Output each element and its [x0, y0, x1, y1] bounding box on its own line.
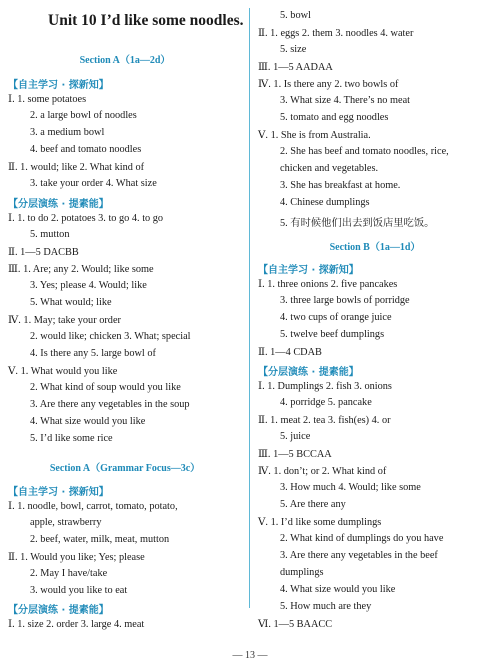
- answer-line: 5. twelve beef dumplings: [280, 329, 385, 340]
- column-divider: [249, 8, 250, 608]
- answer-line: 3. She has breakfast at home.: [280, 180, 401, 191]
- answer-line: 4. Chinese dumplings: [280, 197, 370, 208]
- answer-line: Ⅰ. 1. noodle, bowl, carrot, tomato, potato,: [8, 501, 178, 512]
- answer-line: Ⅰ. 1. Dumplings 2. fish 3. onions: [258, 381, 392, 392]
- answer-line: 2. What kind of soup would you like: [30, 382, 181, 393]
- answer-line: Ⅰ. 1. to do 2. potatoes 3. to go 4. to go: [8, 213, 164, 224]
- answer-line: 5. mutton: [30, 229, 70, 240]
- answer-line: 5. I’d like some rice: [30, 433, 113, 444]
- answer-line: Ⅱ. 1—4 CDAB: [258, 347, 322, 358]
- page-number: — 13 —: [232, 650, 268, 661]
- answer-line: Ⅱ. 1—5 DACBB: [8, 247, 79, 258]
- section-heading: Section B（1a—1d）: [329, 242, 421, 253]
- answer-line: Ⅳ. 1. May; take your order: [8, 315, 121, 326]
- answer-line: Ⅴ. 1. What would you like: [8, 366, 118, 377]
- section-heading: Section A（1a—2d）: [79, 55, 171, 66]
- answer-line: Ⅲ. 1—5 BCCAA: [258, 449, 332, 460]
- answer-line: 5. size: [280, 44, 307, 55]
- subsection-header: 【分层演练 · 提素能】: [258, 367, 359, 378]
- answer-line: 3. How much 4. Would; like some: [280, 482, 421, 493]
- answer-line: 2. What kind of dumplings do you have: [280, 533, 444, 544]
- answer-line: 2. beef, water, milk, meat, mutton: [30, 534, 170, 545]
- answer-line: 4. beef and tomato noodles: [30, 144, 142, 155]
- answer-line: 5. How much are they: [280, 601, 372, 612]
- answer-line: Ⅱ. 1. would; like 2. What kind of: [8, 162, 145, 173]
- answer-line: 3. What size 4. There’s no meat: [280, 95, 411, 106]
- answer-line: Ⅳ. 1. don’t; or 2. What kind of: [258, 466, 387, 477]
- answer-line: 2. She has beef and tomato noodles, rice,: [280, 146, 449, 157]
- answer-line: 3. would you like to eat: [30, 585, 128, 596]
- unit-title: Unit 10 I’d like some noodles.: [48, 12, 244, 29]
- answer-line: 3. Yes; please 4. Would; like: [30, 280, 147, 291]
- answer-line: 2. a large bowl of noodles: [30, 110, 137, 121]
- answer-line: 4. two cups of orange juice: [280, 312, 392, 323]
- answer-line: 3. Are there any vegetables in the soup: [30, 399, 190, 410]
- answer-line: 2. May I have/take: [30, 568, 108, 579]
- answer-line: 5. tomato and egg noodles: [280, 112, 389, 123]
- answer-line: dumplings: [280, 567, 324, 578]
- section-heading: Section A（Grammar Focus—3c）: [49, 463, 201, 474]
- answer-line: 3. take your order 4. What size: [30, 178, 157, 189]
- answer-line: 5. juice: [280, 431, 311, 442]
- answer-line: 5. 有时候他们出去到饭店里吃饭。: [280, 218, 435, 229]
- answer-line: 4. Is there any 5. large bowl of: [30, 348, 156, 359]
- answer-line: Ⅳ. 1. Is there any 2. two bowls of: [258, 79, 399, 90]
- answer-line: Ⅰ. 1. some potatoes: [8, 94, 87, 105]
- answer-line: Ⅲ. 1—5 AADAA: [258, 62, 333, 73]
- subsection-header: 【分层演练 · 提素能】: [8, 199, 109, 210]
- answer-line: chicken and vegetables.: [280, 163, 379, 174]
- answer-line: Ⅰ. 1. three onions 2. five pancakes: [258, 279, 398, 290]
- answer-line: Ⅰ. 1. size 2. order 3. large 4. meat: [8, 619, 145, 630]
- subsection-header: 【分层演练 · 提素能】: [8, 605, 109, 616]
- answer-line: 4. What size would you like: [30, 416, 146, 427]
- subsection-header: 【自主学习 · 探新知】: [8, 80, 109, 91]
- answer-line: apple, strawberry: [30, 517, 102, 528]
- answer-line: 5. Are there any: [280, 499, 346, 510]
- answer-line: 3. Are there any vegetables in the beef: [280, 550, 438, 561]
- answer-line: 4. porridge 5. pancake: [280, 397, 372, 408]
- subsection-header: 【自主学习 · 探新知】: [8, 487, 109, 498]
- answer-line: Ⅴ. 1. I’d like some dumplings: [258, 517, 382, 528]
- answer-line: Ⅱ. 1. Would you like; Yes; please: [8, 552, 145, 563]
- answer-line: Ⅱ. 1. eggs 2. them 3. noodles 4. water: [258, 28, 414, 39]
- answer-line: Ⅱ. 1. meat 2. tea 3. fish(es) 4. or: [258, 415, 391, 426]
- answer-line: 2. would like; chicken 3. What; special: [30, 331, 191, 342]
- answer-line: 4. What size would you like: [280, 584, 396, 595]
- answer-line: Ⅲ. 1. Are; any 2. Would; like some: [8, 264, 154, 275]
- answer-line: Ⅴ. 1. She is from Australia.: [258, 130, 371, 141]
- answer-line: 5. bowl: [280, 10, 311, 21]
- answer-line: 5. What would; like: [30, 297, 112, 308]
- answer-line: 3. a medium bowl: [30, 127, 105, 138]
- answer-line: Ⅵ. 1—5 BAACC: [258, 619, 333, 630]
- subsection-header: 【自主学习 · 探新知】: [258, 265, 359, 276]
- answer-line: 3. three large bowls of porridge: [280, 295, 410, 306]
